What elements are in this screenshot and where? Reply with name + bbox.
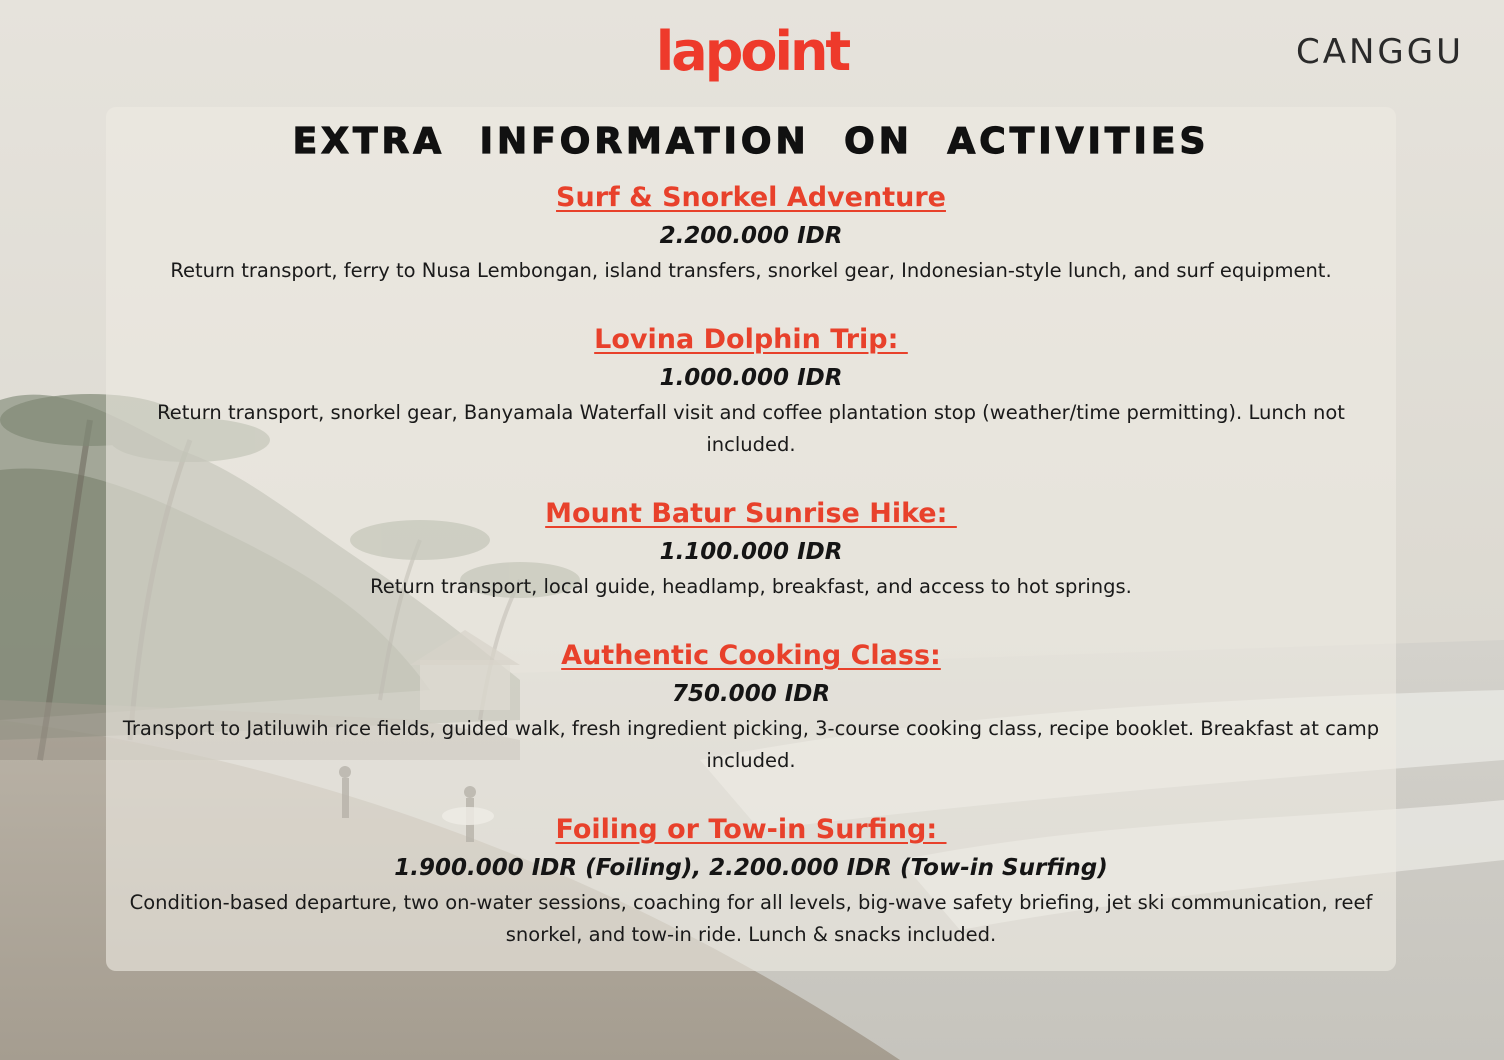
activity-name: Surf & Snorkel Adventure xyxy=(556,182,946,213)
location-label: CANGGU xyxy=(1295,32,1464,72)
activity-mount-batur xyxy=(121,487,1381,603)
activity-description: Return transport, ferry to Nusa Lembongan, island transfers, snorkel gear, Indonesian-style lunch, and surf equipment. xyxy=(170,259,1332,282)
lapoint-logo: lapoint xyxy=(655,20,849,83)
activity-price: 1.000.000 IDR xyxy=(659,365,843,391)
activity-description: Transport to Jatiluwih rice fields, guided walk, fresh ingredient picking, 3-course cooking class, recipe booklet. Breakfast at camp included. xyxy=(122,717,1380,772)
activity-name: Mount Batur Sunrise Hike: xyxy=(545,498,957,529)
activity-price: 1.100.000 IDR xyxy=(659,539,843,565)
activity-price: 750.000 IDR xyxy=(671,681,831,707)
activity-lovina-dolphin xyxy=(121,313,1381,461)
activities-panel xyxy=(106,107,1396,971)
activity-name: Foiling or Tow-in Surfing: xyxy=(555,814,947,845)
activity-price: 2.200.000 IDR xyxy=(659,223,843,249)
activity-price: 1.900.000 IDR (Foiling), 2.200.000 IDR (Tow-in Surfing) xyxy=(394,855,1108,881)
page-title: EXTRA INFORMATION ON ACTIVITIES xyxy=(292,121,1210,162)
activity-foiling-towin xyxy=(121,803,1381,951)
activity-description: Return transport, local guide, headlamp, breakfast, and access to hot springs. xyxy=(370,575,1132,598)
activity-name: Lovina Dolphin Trip: xyxy=(594,324,908,355)
activity-name: Authentic Cooking Class: xyxy=(561,640,941,671)
activity-cooking-class xyxy=(121,629,1381,777)
activity-surf-snorkel xyxy=(121,165,1381,287)
activity-description: Return transport, snorkel gear, Banyamala Waterfall visit and coffee plantation stop (weather/time permitting). Lunch not included. xyxy=(157,401,1345,456)
activity-description: Condition-based departure, two on-water sessions, coaching for all levels, big-wave safety briefing, jet ski communication, reef snorkel, and tow-in ride. Lunch & snacks included. xyxy=(129,891,1373,946)
